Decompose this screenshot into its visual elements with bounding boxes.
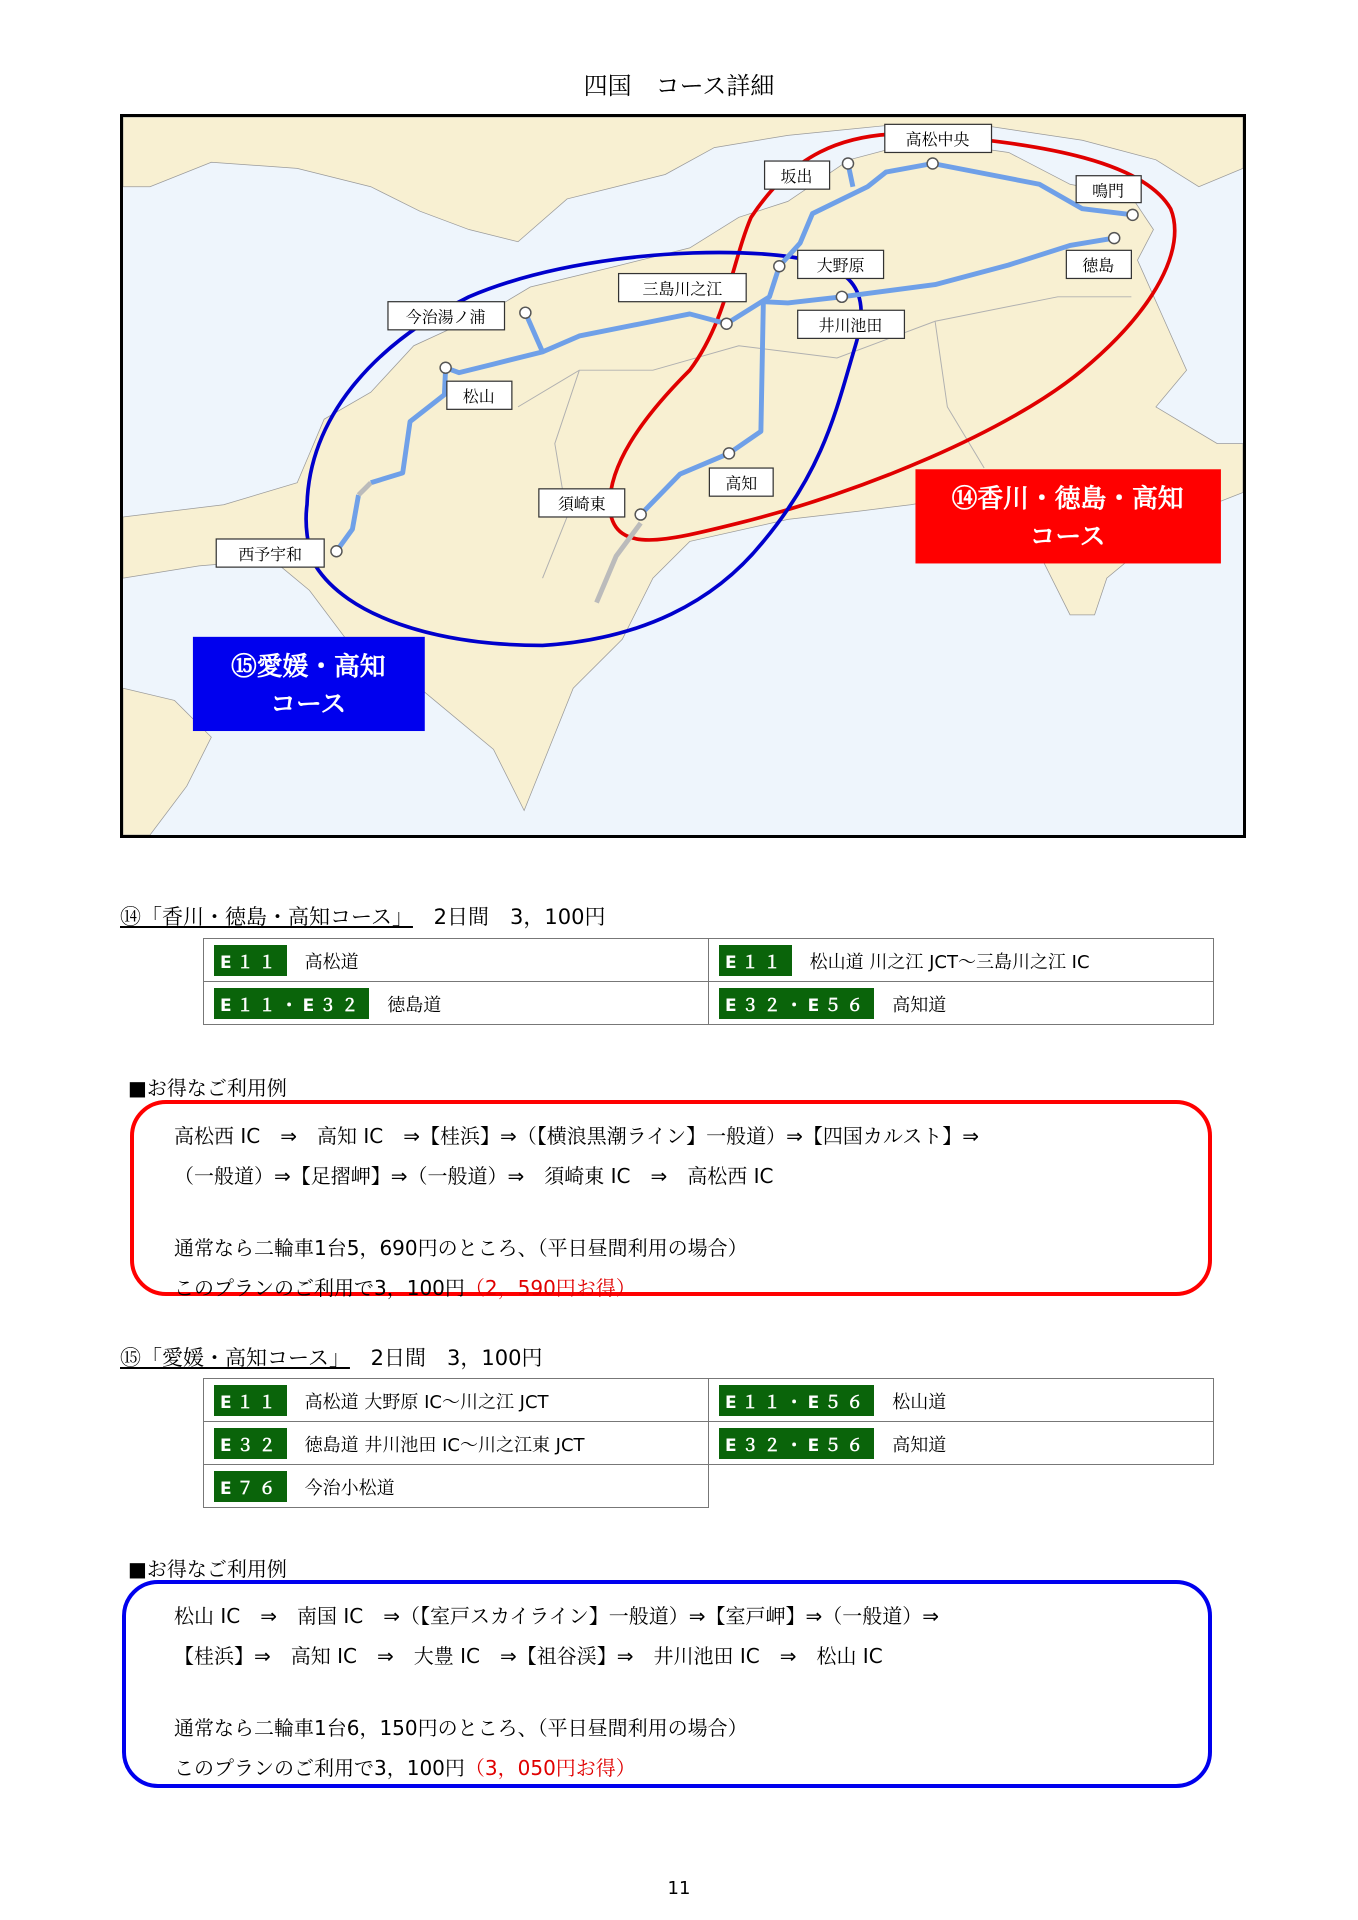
svg-text:高知: 高知 xyxy=(725,473,758,493)
road-badge: E１１・E３２ xyxy=(214,988,369,1019)
road-cell xyxy=(204,1422,709,1465)
svg-text:鳴門: 鳴門 xyxy=(1092,181,1124,201)
plan-price: このプランのご利用で3，100円 xyxy=(174,1276,465,1300)
road-badge: E７６ xyxy=(214,1471,287,1502)
road-badge: E３２・E５６ xyxy=(719,988,874,1019)
label-onohara xyxy=(798,250,884,278)
route-line: 高松西 IC ⇒ 高知 IC ⇒【桂浜】⇒（【横浪黒潮ライン】一般道）⇒【四国カルスト】⇒ xyxy=(174,1124,980,1148)
svg-text:坂出: 坂出 xyxy=(780,166,813,186)
table-row xyxy=(204,1379,1214,1422)
road-cell xyxy=(204,982,709,1025)
svg-text:大野原: 大野原 xyxy=(816,256,865,276)
table-row xyxy=(204,1422,1214,1465)
label-kochi xyxy=(709,468,773,496)
road-name: 今治小松道 xyxy=(304,1477,395,1499)
label-mishima-kawanoe xyxy=(619,274,747,302)
plan-price-line xyxy=(174,1268,1168,1308)
route-line: 松山 IC ⇒ 南国 IC ⇒（【室戸スカイライン】一般道）⇒【室戸岬】⇒（一般道）⇒ xyxy=(174,1604,940,1628)
course-14-road-table xyxy=(203,938,1214,1025)
route-line: （一般道）⇒【足摺岬】⇒（一般道）⇒ 須崎東 IC ⇒ 高松西 IC xyxy=(174,1164,774,1188)
course-15-duration-price: 2日間 3，100円 xyxy=(370,1346,543,1370)
savings-amount: （2，590円お得） xyxy=(464,1276,636,1300)
road-badge: E１１ xyxy=(214,945,287,976)
svg-text:井川池田: 井川池田 xyxy=(818,316,883,336)
label-ikawa-ikeda xyxy=(798,310,905,338)
road-cell xyxy=(709,1422,1214,1465)
page-title: 四国 コース詳細 xyxy=(583,72,775,100)
course-15-legend xyxy=(193,637,425,731)
label-susaki-higashi xyxy=(539,489,625,517)
label-naruto xyxy=(1076,176,1141,203)
table-row xyxy=(204,939,1214,982)
road-name: 高知道 xyxy=(892,994,947,1016)
svg-text:高松中央: 高松中央 xyxy=(905,130,970,150)
route-line: 【桂浜】⇒ 高知 IC ⇒ 大豊 IC ⇒【祖谷渓】⇒ 井川池田 IC ⇒ 松山 IC xyxy=(174,1644,883,1668)
road-badge: E３２ xyxy=(214,1428,287,1459)
svg-text:徳島: 徳島 xyxy=(1082,256,1115,276)
plan-price: このプランのご利用で3，100円 xyxy=(174,1756,465,1780)
label-tokushima xyxy=(1066,250,1131,278)
road-badge: E１１・E５６ xyxy=(719,1385,874,1416)
course-15-title: ⑮「愛媛・高知コース」 xyxy=(120,1346,350,1370)
map-svg xyxy=(123,117,1243,835)
svg-text:西予宇和: 西予宇和 xyxy=(238,544,303,564)
course-15-example-box xyxy=(122,1580,1212,1788)
svg-text:三島川之江: 三島川之江 xyxy=(642,279,723,299)
road-name: 高知道 xyxy=(892,1434,947,1456)
course-14-duration-price: 2日間 3，100円 xyxy=(433,905,606,929)
road-badge: E１１ xyxy=(214,1385,287,1416)
label-imabari-yunoura xyxy=(388,302,505,330)
svg-text:コース: コース xyxy=(270,689,347,720)
page-number: 11 xyxy=(667,1878,691,1899)
table-row xyxy=(204,982,1214,1025)
svg-text:⑮愛媛・高知: ⑮愛媛・高知 xyxy=(230,651,386,682)
course-14-example-heading: ■お得なご利用例 xyxy=(128,1076,287,1100)
course-14-heading xyxy=(120,901,605,931)
road-name: 松山道 xyxy=(892,1391,947,1413)
label-takamatsu-chuo xyxy=(885,124,992,152)
road-name: 高松道 xyxy=(304,951,359,973)
svg-text:コース: コース xyxy=(1029,522,1106,553)
svg-text:⑭香川・徳島・高知: ⑭香川・徳島・高知 xyxy=(951,484,1184,515)
road-cell xyxy=(204,1379,709,1422)
road-cell xyxy=(709,982,1214,1025)
label-matsuyama xyxy=(447,381,512,409)
road-name: 徳島道 井川池田 IC～川之江東 JCT xyxy=(304,1434,585,1456)
normal-price-line: 通常なら二輪車1台5，690円のところ、（平日昼間利用の場合） xyxy=(174,1236,748,1260)
svg-text:須崎東: 須崎東 xyxy=(557,494,606,514)
svg-text:松山: 松山 xyxy=(462,387,495,406)
label-sakaide xyxy=(765,161,830,189)
road-name: 高松道 大野原 IC～川之江 JCT xyxy=(304,1391,549,1413)
road-badge: E３２・E５６ xyxy=(719,1428,874,1459)
road-name: 松山道 川之江 JCT～三島川之江 IC xyxy=(809,951,1090,973)
road-badge: E１１ xyxy=(719,945,792,976)
road-name: 徳島道 xyxy=(387,994,442,1016)
course-15-heading xyxy=(120,1342,542,1372)
course-map xyxy=(120,114,1246,838)
course-15-road-table xyxy=(203,1378,1214,1508)
empty-cell xyxy=(709,1465,1214,1508)
plan-price-line xyxy=(174,1748,1168,1788)
course-15-example-heading: ■お得なご利用例 xyxy=(128,1557,287,1581)
table-row xyxy=(204,1465,1214,1508)
label-seiyo-uwa xyxy=(216,539,324,567)
road-cell xyxy=(204,939,709,982)
road-cell xyxy=(709,939,1214,982)
course-14-legend xyxy=(915,469,1220,563)
road-cell xyxy=(709,1379,1214,1422)
road-cell xyxy=(204,1465,709,1508)
normal-price-line: 通常なら二輪車1台6，150円のところ、（平日昼間利用の場合） xyxy=(174,1716,748,1740)
savings-amount: （3，050円お得） xyxy=(464,1756,636,1780)
svg-text:今治湯ノ浦: 今治湯ノ浦 xyxy=(405,307,486,327)
course-14-example-box xyxy=(130,1100,1212,1300)
course-14-title: ⑭「香川・徳島・高知コース」 xyxy=(120,905,413,929)
